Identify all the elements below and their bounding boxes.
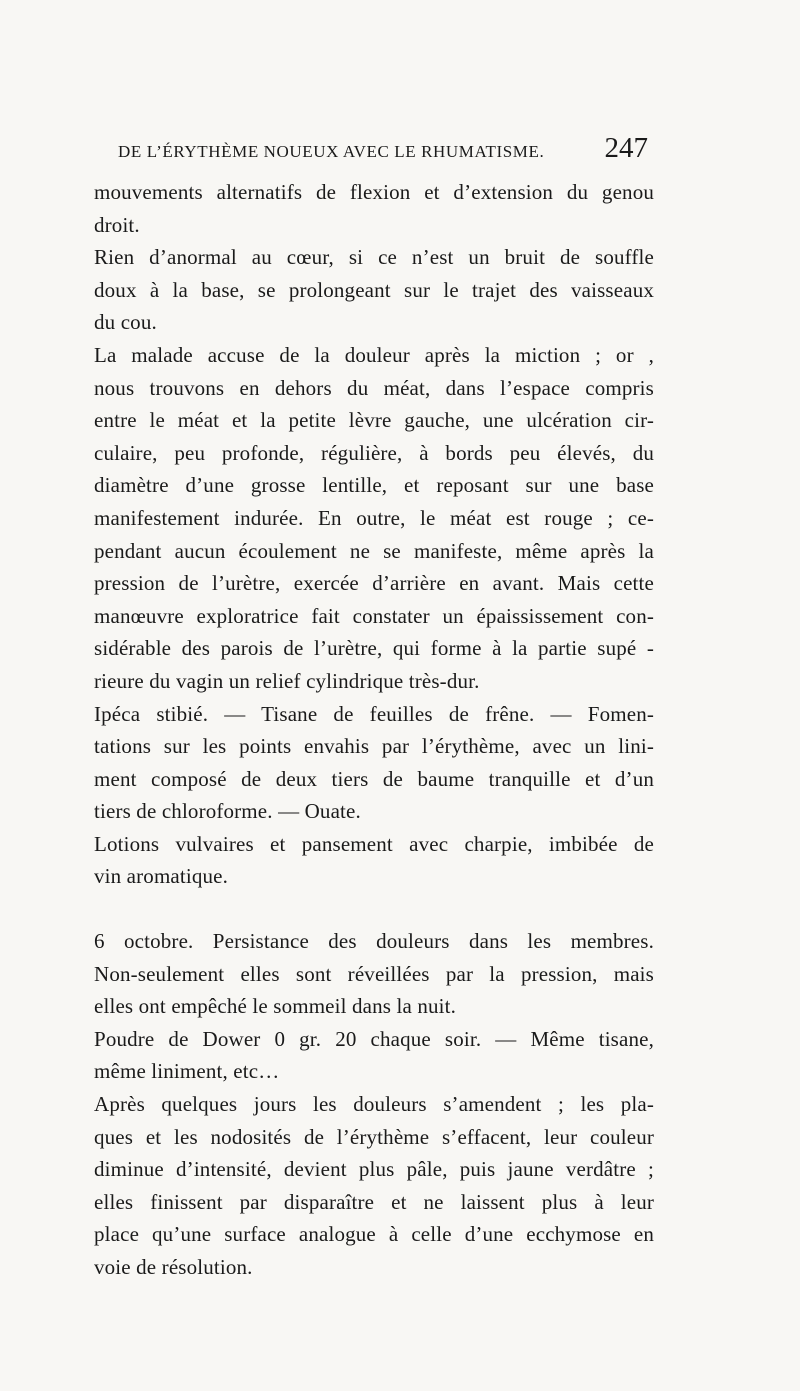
text-line: elles finissent par disparaître et ne laissent plus à leur <box>94 1189 654 1214</box>
text-line: mouvements alternatifs de flexion et d’extension du genou <box>94 180 654 204</box>
paragraph <box>94 925 654 1023</box>
text-line: du cou. <box>94 310 157 335</box>
text-line: sidérable des parois de l’urètre, qui forme à la partie supé - <box>94 636 654 661</box>
page-header <box>118 132 648 168</box>
text-line: tations sur les points envahis par l’érythème, avec un lini- <box>94 734 654 759</box>
text-line: culaire, peu profonde, régulière, à bords peu élevés, du <box>94 440 654 465</box>
text-line: doux à la base, se prolongeant sur le trajet des vaisseaux <box>94 277 654 302</box>
text-line: diamètre d’une grosse lentille, et reposant sur une base <box>94 473 654 498</box>
body-text <box>94 176 654 1284</box>
text-line: nous trouvons en dehors du méat, dans l’espace compris <box>94 375 654 400</box>
text-line: ment composé de deux tiers de baume tranquille et d’un <box>94 766 654 791</box>
text-line: même liniment, etc… <box>94 1059 280 1084</box>
text-line: La malade accuse de la douleur après la miction ; or , <box>94 342 654 367</box>
paragraph <box>94 828 654 893</box>
text-line: Ipéca stibié. — Tisane de feuilles de frêne. — Fomen- <box>94 701 654 726</box>
text-line: Poudre de Dower 0 gr. 20 chaque soir. — Même tisane, <box>94 1026 654 1051</box>
text-line: pression de l’urètre, exercée d’arrière en avant. Mais cette <box>94 571 654 596</box>
text-line: diminue d’intensité, devient plus pâle, puis jaune verdâtre ; <box>94 1157 654 1182</box>
text-line: manœuvre exploratrice fait constater un épaississement con- <box>94 603 654 628</box>
paragraph <box>94 1023 654 1088</box>
text-line: Lotions vulvaires et pansement avec charpie, imbibée de <box>94 831 654 856</box>
text-line: place qu’une surface analogue à celle d’une ecchymose en <box>94 1222 654 1247</box>
text-line: manifestement indurée. En outre, le méat est rouge ; ce- <box>94 505 654 530</box>
text-line: voie de résolution. <box>94 1255 253 1279</box>
text-line: entre le méat et la petite lèvre gauche, une ulcération cir- <box>94 408 654 433</box>
paragraph <box>94 241 654 339</box>
text-line: Non-seulement elles sont réveillées par la pression, mais <box>94 961 654 986</box>
text-line: 6 octobre. Persistance des douleurs dans les membres. <box>94 929 654 954</box>
text-line: rieure du vagin un relief cylindrique très-dur. <box>94 668 480 693</box>
paragraph <box>94 698 654 828</box>
paragraph <box>94 339 654 698</box>
text-line: droit. <box>94 212 140 237</box>
text-line: tiers de chloroforme. — Ouate. <box>94 799 361 824</box>
page-number: 247 <box>604 132 648 164</box>
text-line: elles ont empêché le sommeil dans la nuit. <box>94 994 457 1019</box>
text-line: ques et les nodosités de l’érythème s’effacent, leur couleur <box>94 1124 654 1149</box>
paragraph <box>94 176 654 241</box>
paragraph-gap <box>94 893 654 925</box>
text-line: Après quelques jours les douleurs s’amendent ; les pla- <box>94 1092 654 1117</box>
paragraph <box>94 1088 654 1284</box>
text-line: vin aromatique. <box>94 864 229 889</box>
running-title: DE L’ÉRYTHÈME NOUEUX AVEC LE RHUMATISME. <box>118 142 545 161</box>
text-line: pendant aucun écoulement ne se manifeste, même après la <box>94 538 654 563</box>
text-line: Rien d’anormal au cœur, si ce n’est un bruit de souffle <box>94 245 654 270</box>
